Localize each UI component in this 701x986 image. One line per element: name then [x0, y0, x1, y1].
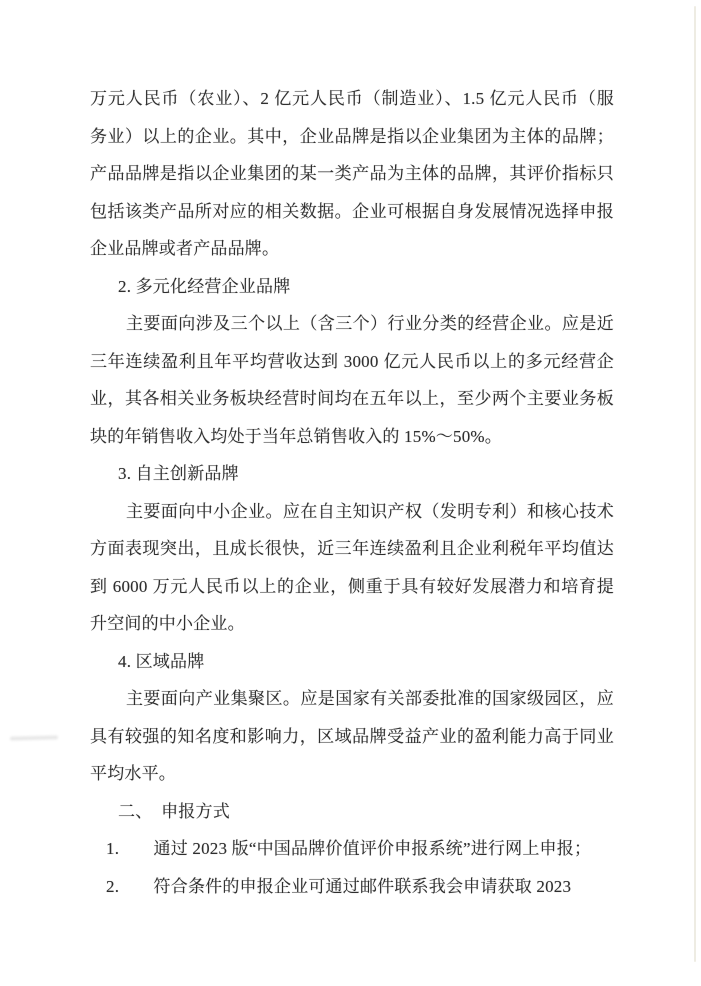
text-line: 方面表现突出，且成长很快，近三年连续盈利且企业利税年平均值达 — [90, 539, 614, 558]
text-line: 到 6000 万元人民币以上的企业，侧重于具有较好发展潜力和培育提 — [90, 576, 614, 596]
text-line: 块的年销售收入均处于当年总销售收入的 15%～50%。 — [90, 426, 502, 446]
text-line: 3. 自主创新品牌 — [118, 464, 239, 483]
scan-smudge-artifact — [10, 735, 58, 740]
text-line: 包括该类产品所对应的相关数据。企业可根据自身发展情况选择申报 — [90, 201, 614, 221]
text-line: 三年连续盈利且年平均营收达到 3000 亿元人民币以上的多元经营企 — [90, 351, 614, 371]
text-line: 企业品牌或者产品品牌。 — [90, 239, 280, 258]
text-line: 万元人民币（农业）、2 亿元人民币（制造业）、1.5 亿元人民币（服 — [90, 89, 614, 108]
text-line: 产品品牌是指以企业集团的某一类产品为主体的品牌，其评价指标只 — [90, 164, 614, 183]
text-line: 主要面向中小企业。应在自主知识产权（发明专利）和核心技术 — [126, 501, 614, 521]
text-line: 具有较强的知名度和影响力，区域品牌受益产业的盈利能力高于同业 — [90, 726, 614, 746]
text-line: 主要面向涉及三个以上（含三个）行业分类的经营企业。应是近 — [126, 314, 614, 333]
text-line: 4. 区域品牌 — [118, 651, 205, 671]
text-line: 2. 符合条件的申报企业可通过邮件联系我会申请获取 2023 — [106, 876, 572, 896]
text-line: 升空间的中小企业。 — [90, 614, 245, 633]
scan-edge-line — [694, 6, 696, 962]
text-lines — [90, 80, 614, 905]
text-line: 业，其各相关业务板块经营时间均在五年以上，至少两个主要业务板 — [90, 389, 614, 408]
text-line: 1. 通过 2023 版“中国品牌价值评价申报系统”进行网上申报； — [106, 839, 592, 858]
text-line: 务业）以上的企业。其中，企业品牌是指以企业集团为主体的品牌； — [90, 126, 614, 146]
text-line: 2. 多元化经营企业品牌 — [118, 276, 291, 296]
text-line: 二、 申报方式 — [118, 801, 230, 821]
text-line: 平均水平。 — [90, 764, 176, 783]
text-line: 主要面向产业集聚区。应是国家有关部委批准的国家级园区，应 — [126, 689, 614, 708]
